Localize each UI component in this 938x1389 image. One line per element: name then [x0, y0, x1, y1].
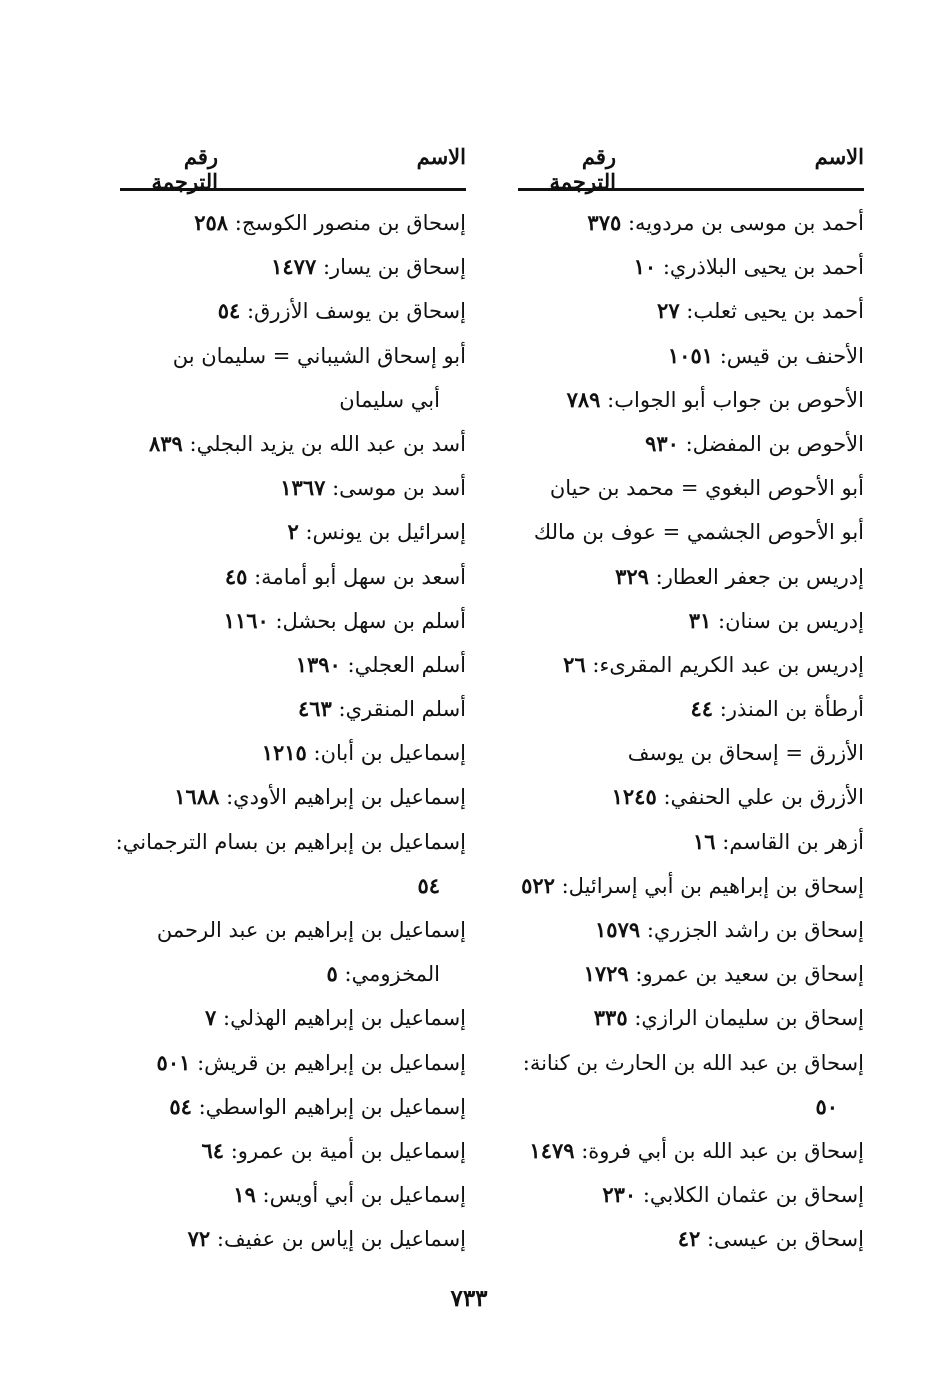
entry-number: ٢٧: [657, 298, 680, 324]
index-entry: [518, 687, 864, 731]
index-entry: [115, 820, 466, 864]
entry-name: إسحاق بن إبراهيم بن أبي إسرائيل:: [561, 873, 864, 898]
index-entry: [518, 510, 864, 554]
entry-number: ٥٠: [815, 1093, 838, 1119]
entry-name: أسلم بن سهل بحشل:: [275, 608, 466, 633]
index-entry: [518, 1217, 864, 1261]
entry-number: ١٤٧٧: [271, 254, 317, 280]
entry-name: إسحاق بن عبد الله بن الحارث بن كنانة:: [522, 1050, 864, 1075]
number-column-label: رقم الترجمة: [549, 144, 616, 194]
entry-number: ٧: [205, 1005, 217, 1031]
entry-number: ٤٥: [224, 563, 248, 589]
entry-name: أبو إسحاق الشيباني = سليمان بن: [172, 343, 466, 368]
index-entry: [518, 1041, 864, 1085]
entry-number: ٥٤: [417, 872, 440, 898]
entry-name: أسد بن موسى:: [332, 476, 466, 501]
index-entry: [120, 378, 466, 422]
entry-number: ٥٤: [169, 1093, 192, 1119]
entry-number: ٧٢: [187, 1226, 211, 1252]
index-entry: [518, 775, 864, 819]
entry-name: أحمد بن يحيى البلاذري:: [662, 255, 864, 280]
index-entry: [518, 289, 864, 333]
entry-name: إسماعيل بن إبراهيم الواسطي:: [198, 1094, 466, 1119]
index-entry: [518, 334, 864, 378]
entry-number: ٣٧٥: [587, 210, 622, 235]
index-entry: [120, 289, 466, 333]
entry-number: ٥: [326, 961, 338, 987]
entry-name: إدريس بن جعفر العطار:: [655, 564, 864, 589]
index-entry: [120, 1129, 466, 1173]
index-entry: [518, 245, 864, 289]
entry-number: ٩٣٠: [645, 430, 679, 456]
entry-number: ١٣٦٧: [280, 475, 326, 501]
entry-number: ٤٤: [690, 696, 714, 722]
index-entry: [120, 510, 466, 554]
entry-number: ١٦٨٨: [174, 784, 220, 810]
entry-name: إدريس بن عبد الكريم المقرىء:: [592, 652, 864, 677]
index-entry: [518, 378, 864, 422]
entry-name: إدريس بن سنان:: [718, 608, 864, 633]
entry-number: ٦٤: [201, 1137, 225, 1163]
index-entry: [120, 1173, 466, 1217]
entry-name: إسماعيل بن إبراهيم بن عبد الرحمن: [156, 918, 466, 942]
index-entry: [518, 996, 864, 1040]
index-entry: [518, 555, 864, 599]
index-entry: [120, 908, 466, 952]
entry-list: [115, 191, 466, 1262]
entry-name: إسماعيل بن إبراهيم بن قريش:: [197, 1050, 466, 1075]
entry-number: ١٦: [693, 828, 716, 854]
entry-number: ٨٣٩: [149, 430, 183, 456]
entry-name: إسحاق بن سعيد بن عمرو:: [635, 962, 864, 987]
entry-number: ٥٢٢: [521, 872, 555, 898]
entry-name: أسلم المنقري:: [338, 697, 466, 722]
column-header: [518, 138, 864, 194]
index-entry: [518, 1129, 864, 1173]
index-entry: [518, 731, 864, 775]
entry-name: الأحوص بن المفضل:: [685, 431, 864, 456]
number-column-label: رقم الترجمة: [151, 144, 218, 194]
index-entry: [518, 643, 864, 687]
index-entry: [120, 775, 466, 819]
index-entry: [120, 334, 466, 378]
index-entry: [120, 731, 466, 775]
entry-name: أحمد بن يحيى ثعلب:: [686, 299, 864, 324]
entry-name: إسرائيل بن يونس:: [305, 520, 466, 545]
entry-name: أسلم العجلي:: [347, 652, 466, 677]
index-entry: [120, 245, 466, 289]
entry-number: ٢٣٠: [602, 1182, 637, 1208]
index-entry: [120, 952, 466, 996]
entry-number: ١٧٢٩: [583, 961, 629, 987]
name-column-label: الاسم: [416, 144, 466, 169]
index-entry: [518, 1173, 864, 1217]
entry-name: أبو الأحوص البغوي = محمد بن حيان: [549, 476, 864, 501]
entry-name: أزهر بن القاسم:: [722, 829, 864, 854]
index-entry: [518, 422, 864, 466]
index-entry: [518, 908, 864, 952]
entry-name: إسماعيل بن إبراهيم بن بسام الترجماني:: [115, 829, 466, 854]
index-entry: [120, 201, 466, 245]
entry-number: ٢٦: [563, 651, 586, 677]
entry-number: ١٢٤٥: [611, 784, 657, 810]
entry-number: ٣٣٥: [593, 1005, 628, 1031]
entry-list: [518, 191, 864, 1262]
entry-number: ١٣٩٠: [295, 651, 341, 677]
index-entry: [518, 1085, 864, 1129]
index-entry: [120, 864, 466, 908]
entry-number: ١٠٥١: [667, 342, 714, 368]
entry-name: إسحاق بن يسار:: [322, 255, 466, 280]
index-entry: [518, 201, 864, 245]
index-entry: [120, 643, 466, 687]
entry-name: إسحاق بن عثمان الكلابي:: [642, 1183, 864, 1208]
index-entry: [518, 952, 864, 996]
entry-name: إسحاق بن عبد الله بن أبي فروة:: [581, 1138, 864, 1163]
entry-number: ١٢١٥: [261, 740, 307, 766]
entry-number: ٥٤: [217, 298, 241, 324]
entry-name: إسماعيل بن إبراهيم الأودي:: [226, 785, 466, 810]
entry-name: الأزرق = إسحاق بن يوسف: [627, 741, 864, 766]
index-entry: [120, 422, 466, 466]
entry-number: ٤٢: [677, 1226, 701, 1252]
index-entry: [120, 555, 466, 599]
index-entry: [518, 599, 864, 643]
index-entry: [120, 466, 466, 510]
entry-name: إسماعيل بن أبان:: [313, 741, 466, 766]
entry-name: الأحنف بن قيس:: [719, 343, 864, 368]
entry-name: إسماعيل بن أبي أويس:: [262, 1183, 466, 1208]
entry-number: ١٠: [633, 254, 657, 280]
index-column-left: [115, 138, 466, 1262]
entry-number: ١٥٧٩: [595, 917, 641, 942]
index-entry: [518, 864, 864, 908]
entry-name: أرطأة بن المنذر:: [719, 697, 864, 722]
entry-name: إسحاق بن يوسف الأزرق:: [246, 299, 466, 324]
entry-name: إسماعيل بن إبراهيم الهذلي:: [223, 1006, 466, 1031]
entry-number: ٣١: [688, 607, 712, 633]
index-entry: [120, 1041, 466, 1085]
entry-name: إسحاق بن سليمان الرازي:: [634, 1006, 864, 1031]
entry-name: أبي سليمان: [339, 387, 440, 412]
entry-number: ٤٦٣: [298, 696, 332, 722]
entry-number: ٧٨٩: [566, 386, 601, 412]
name-column-label: الاسم: [814, 144, 864, 169]
index-entry: [120, 687, 466, 731]
entry-name: إسحاق بن عيسى:: [706, 1227, 864, 1252]
index-entry: [120, 996, 466, 1040]
index-entry: [518, 820, 864, 864]
index-entry: [518, 466, 864, 510]
entry-name: الأحوص بن جواب أبو الجواب:: [607, 387, 864, 412]
entry-number: ١٤٧٩: [529, 1137, 575, 1163]
index-entry: [120, 1085, 466, 1129]
entry-name: إسحاق بن منصور الكوسج:: [234, 211, 466, 235]
index-entry: [120, 599, 466, 643]
index-column-right: [518, 138, 864, 1262]
entry-number: ٢: [287, 519, 299, 545]
entry-name: إسماعيل بن إياس بن عفيف:: [216, 1227, 466, 1252]
entry-name: إسحاق بن راشد الجزري:: [646, 918, 864, 942]
entry-name: أحمد بن موسى بن مردويه:: [627, 211, 864, 235]
entry-number: ٣٢٩: [615, 563, 649, 589]
entry-name: الأزرق بن علي الحنفي:: [663, 785, 864, 810]
column-header: [120, 138, 466, 194]
page-number: ٧٣٣: [450, 1285, 488, 1312]
entry-number: ٢٥٨: [194, 210, 229, 235]
entry-name: المخزومي:: [344, 962, 440, 987]
index-entry: [120, 1217, 466, 1261]
entry-name: أسد بن عبد الله بن يزيد البجلي:: [189, 431, 466, 456]
entry-number: ١١٦٠: [223, 607, 269, 633]
entry-name: أبو الأحوص الجشمي = عوف بن مالك: [533, 520, 864, 545]
entry-number: ١٩: [233, 1182, 256, 1208]
entry-number: ٥٠١: [156, 1049, 191, 1075]
entry-name: أسعد بن سهل أبو أمامة:: [254, 564, 466, 589]
entry-name: إسماعيل بن أمية بن عمرو:: [230, 1138, 466, 1163]
